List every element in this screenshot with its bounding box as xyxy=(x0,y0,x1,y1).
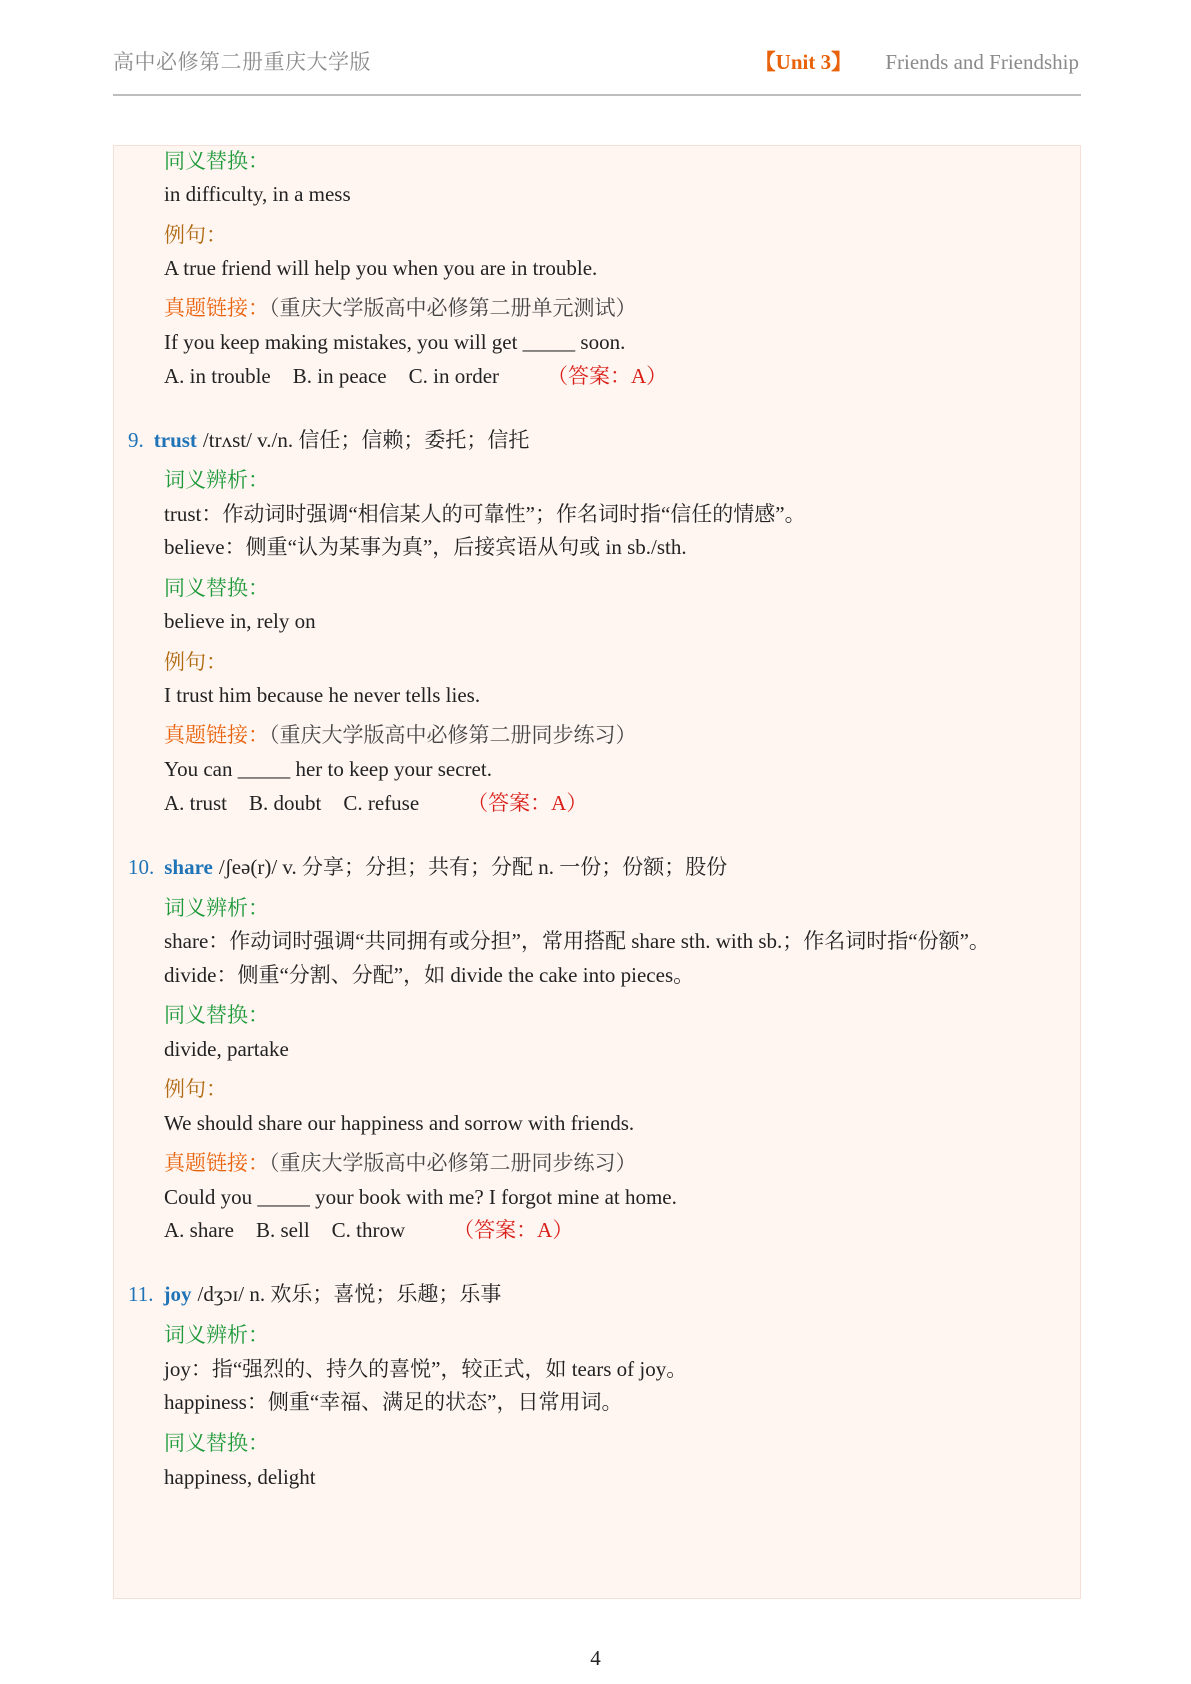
analysis-label: 词义辨析： xyxy=(164,1323,269,1347)
synonyms-label: 同义替换： xyxy=(164,149,269,173)
option-a: A. in trouble xyxy=(164,364,271,388)
example-text: A true friend will help you when you are in trouble. xyxy=(164,256,598,280)
entry-number: 9. xyxy=(128,428,144,452)
example-text: I trust him because he never tells lies. xyxy=(164,683,481,707)
analysis-line: divide：侧重“分割、分配”，如 divide the cake into pieces。 xyxy=(164,963,695,987)
answer-options xyxy=(164,789,587,817)
synonyms-text: believe in, rely on xyxy=(164,609,316,633)
synonyms-text: in difficulty, in a mess xyxy=(164,182,351,206)
word-entry-heading xyxy=(128,426,529,454)
answer-key: （答案：A） xyxy=(453,1218,574,1242)
option-c: C. in order xyxy=(408,364,500,388)
exam-link-label: 真题链接： xyxy=(164,1151,269,1175)
answer-key: （答案：A） xyxy=(467,791,588,815)
analysis-label: 词义辨析： xyxy=(164,896,269,920)
synonyms-text: divide, partake xyxy=(164,1037,289,1061)
option-b: B. doubt xyxy=(249,791,322,815)
synonyms-text: happiness, delight xyxy=(164,1465,316,1489)
header-divider xyxy=(113,94,1081,96)
word-entry-heading xyxy=(128,853,727,881)
entry-number: 10. xyxy=(128,855,155,879)
exam-source: （重庆大学版高中必修第二册单元测试） xyxy=(269,296,637,320)
answer-key: （答案：A） xyxy=(547,364,668,388)
headword: trust xyxy=(153,428,197,452)
analysis-line: share：作动词时强调“共同拥有或分担”，常用搭配 share sth. with sb.；作名词时指“份额”。 xyxy=(164,929,990,953)
word-entry-heading xyxy=(128,1280,501,1308)
example-text: We should share our happiness and sorrow with friends. xyxy=(164,1111,635,1135)
exam-link-label: 真题链接： xyxy=(164,723,269,747)
synonyms-label: 同义替换： xyxy=(164,1431,269,1455)
page-number: 4 xyxy=(590,1646,601,1670)
entry-number: 11. xyxy=(128,1282,154,1306)
option-c: C. throw xyxy=(331,1218,406,1242)
definition: /trʌst/ v./n. 信任；信赖；委托；信托 xyxy=(202,428,530,452)
book-title: 高中必修第二册重庆大学版 xyxy=(113,50,371,74)
example-label: 例句： xyxy=(164,650,227,674)
analysis-line: joy：指“强烈的、持久的喜悦”，较正式，如 tears of joy。 xyxy=(164,1357,688,1381)
exam-question: Could you _____ your book with me? I forgot mine at home. xyxy=(164,1185,677,1209)
option-c: C. refuse xyxy=(343,791,420,815)
exam-source: （重庆大学版高中必修第二册同步练习） xyxy=(269,1151,637,1175)
exam-question: You can _____ her to keep your secret. xyxy=(164,757,492,781)
example-label: 例句： xyxy=(164,223,227,247)
unit-tag: 【Unit 3】 xyxy=(754,50,853,74)
analysis-label: 词义辨析： xyxy=(164,468,269,492)
headword: joy xyxy=(163,1282,192,1306)
option-b: B. sell xyxy=(255,1218,310,1242)
definition: /dʒɔɪ/ n. 欢乐；喜悦；乐趣；乐事 xyxy=(197,1282,502,1306)
exam-source: （重庆大学版高中必修第二册同步练习） xyxy=(269,723,637,747)
exam-link-line xyxy=(164,1149,637,1177)
example-label: 例句： xyxy=(164,1077,227,1101)
analysis-line: trust：作动词时强调“相信某人的可靠性”；作名词时指“信任的情感”。 xyxy=(164,502,806,526)
exam-link-label: 真题链接： xyxy=(164,296,269,320)
synonyms-label: 同义替换： xyxy=(164,576,269,600)
headword: share xyxy=(164,855,213,879)
content-panel xyxy=(113,145,1081,1599)
answer-options xyxy=(164,1216,573,1244)
analysis-line: happiness：侧重“幸福、满足的状态”，日常用词。 xyxy=(164,1390,623,1414)
exam-question: If you keep making mistakes, you will get _____ soon. xyxy=(164,330,626,354)
unit-title: Friends and Friendship xyxy=(885,50,1079,74)
option-a: A. share xyxy=(164,1218,234,1242)
answer-options xyxy=(164,362,667,390)
analysis-line: believe：侧重“认为某事为真”，后接宾语从句或 in sb./sth. xyxy=(164,535,687,559)
exam-link-line xyxy=(164,721,637,749)
unit-heading xyxy=(755,46,1079,76)
definition: /ʃeə(r)/ v. 分享；分担；共有；分配 n. 一份；份额；股份 xyxy=(218,855,728,879)
synonyms-label: 同义替换： xyxy=(164,1003,269,1027)
option-a: A. trust xyxy=(164,791,227,815)
option-b: B. in peace xyxy=(292,364,387,388)
exam-link-line xyxy=(164,294,637,322)
